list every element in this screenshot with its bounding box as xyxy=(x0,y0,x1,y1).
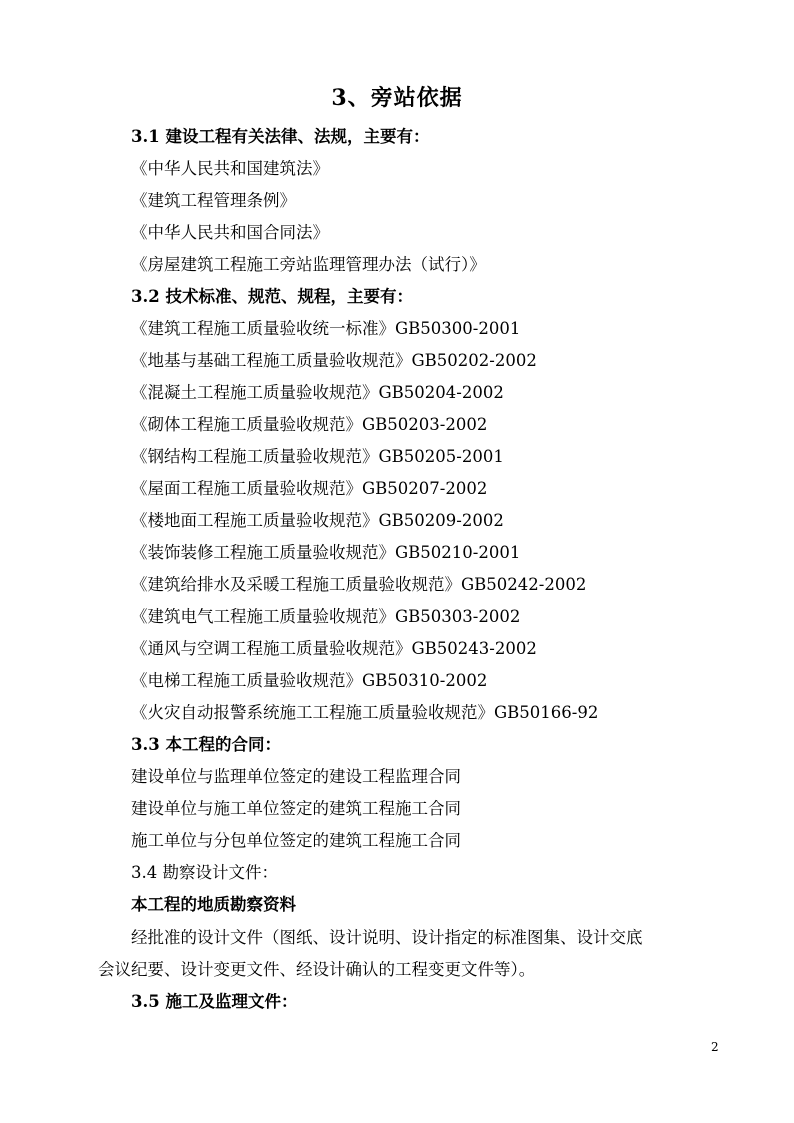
standard-item: 《建筑工程施工质量验收统一标准》GB50300-2001 xyxy=(131,319,521,338)
standard-item: 《楼地面工程施工质量验收规范》GB50209-2002 xyxy=(131,511,504,530)
law-item: 《房屋建筑工程施工旁站监理管理办法（试行）》 xyxy=(131,255,486,274)
section-3-5-heading: 3.5 施工及监理文件： xyxy=(131,992,298,1011)
standard-item: 《屋面工程施工质量验收规范》GB50207-2002 xyxy=(131,479,488,498)
section-3-3-heading: 3.3 本工程的合同： xyxy=(131,735,281,754)
standard-item: 《建筑给排水及采暖工程施工质量验收规范》GB50242-2002 xyxy=(131,575,587,594)
law-item: 《中华人民共和国建筑法》 xyxy=(131,159,329,178)
standard-item: 《通风与空调工程施工质量验收规范》GB50243-2002 xyxy=(131,639,537,658)
standard-item: 《钢结构工程施工质量验收规范》GB50205-2001 xyxy=(131,447,504,466)
contract-item: 建设单位与施工单位签定的建筑工程施工合同 xyxy=(131,799,461,818)
design-docs-paragraph-line1: 经批准的设计文件（图纸、设计说明、设计指定的标准图集、设计交底 xyxy=(131,928,643,947)
standard-item: 《电梯工程施工质量验收规范》GB50310-2002 xyxy=(131,671,488,690)
page-number: 2 xyxy=(711,1040,719,1054)
section-3-2-heading: 3.2 技术标准、规范、规程，主要有： xyxy=(131,287,413,306)
law-item: 《建筑工程管理条例》 xyxy=(131,191,296,210)
standard-item: 《建筑电气工程施工质量验收规范》GB50303-2002 xyxy=(131,607,521,626)
standard-item: 《混凝土工程施工质量验收规范》GB50204-2002 xyxy=(131,383,504,402)
standard-item: 《火灾自动报警系统施工工程施工质量验收规范》GB50166-92 xyxy=(131,703,599,722)
survey-subheading: 本工程的地质勘察资料 xyxy=(131,895,296,914)
standard-item: 《砌体工程施工质量验收规范》GB50203-2002 xyxy=(131,415,488,434)
design-docs-paragraph-line2: 会议纪要、设计变更文件、经设计确认的工程变更文件等）。 xyxy=(98,960,536,979)
standard-item: 《地基与基础工程施工质量验收规范》GB50202-2002 xyxy=(131,351,537,370)
contract-item: 建设单位与监理单位签定的建设工程监理合同 xyxy=(131,767,461,786)
standard-item: 《装饰装修工程施工质量验收规范》GB50210-2001 xyxy=(131,543,521,562)
section-3-4-heading: 3.4 勘察设计文件： xyxy=(131,863,278,882)
section-3-1-heading: 3.1 建设工程有关法律、法规，主要有： xyxy=(131,127,430,146)
law-item: 《中华人民共和国合同法》 xyxy=(131,223,329,242)
section-title: 3、旁站依据 xyxy=(331,85,463,111)
contract-item: 施工单位与分包单位签定的建筑工程施工合同 xyxy=(131,831,461,850)
